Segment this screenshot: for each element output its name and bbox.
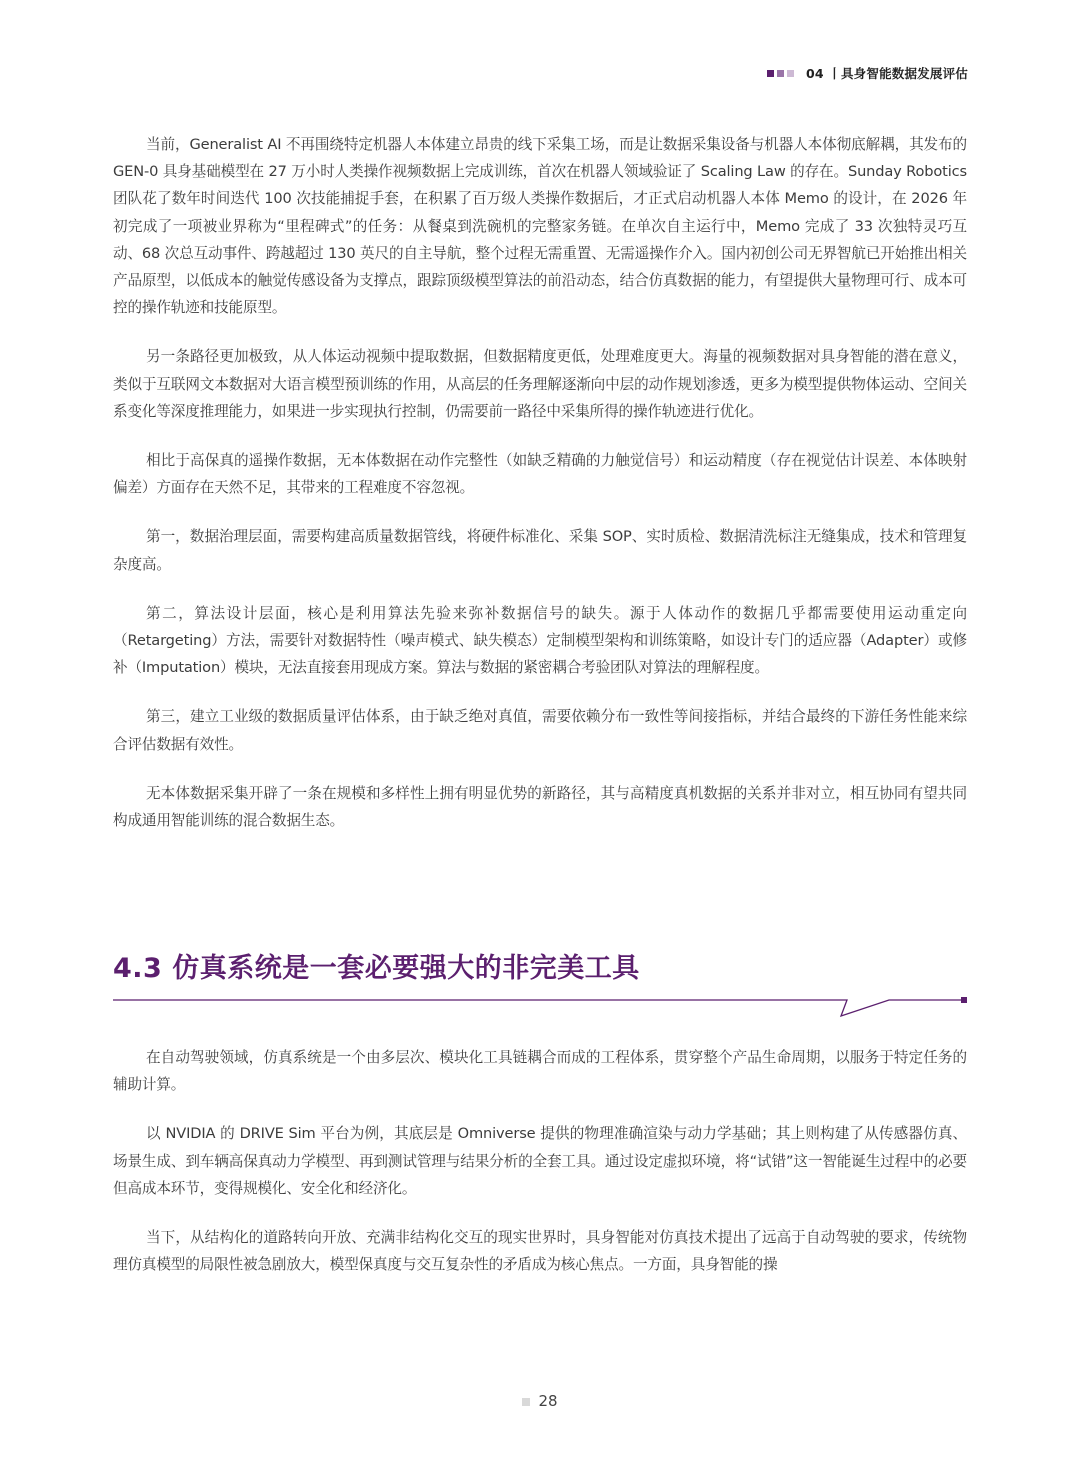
paragraph: 另一条路径更加极致，从人体运动视频中提取数据，但数据精度更低，处理难度更大。海量的视频数据对具身智能的潜在意义，类似于互联网文本数据对大语言模型预训练的作用，从高层的任务理解逐渐向中层的动作规划渗透，更多为模型提供物体运动、空间关系变化等深度推理能力，如果进一步实现执行控制，仍需要前一路径中采集所得的操作轨迹进行优化。 bbox=[113, 348, 967, 420]
chapter-title: 04 丨具身智能数据发展评估 bbox=[805, 66, 968, 81]
body-text-bottom bbox=[113, 1044, 967, 1278]
page-footer bbox=[0, 1392, 1080, 1410]
page-header bbox=[767, 64, 968, 82]
paragraph: 第三，建立工业级的数据质量评估体系，由于缺乏绝对真值，需要依赖分布一致性等间接指标，并结合最终的下游任务性能来综合评估数据有效性。 bbox=[113, 708, 967, 753]
paragraph: 无本体数据采集开辟了一条在规模和多样性上拥有明显优势的新路径，其与高精度真机数据的关系并非对立，相互协同有望共同构成通用智能训练的混合数据生态。 bbox=[113, 784, 967, 830]
paragraph: 当下，从结构化的道路转向开放、充满非结构化交互的现实世界时，具身智能对仿真技术提出了远高于自动驾驶的要求，传统物理仿真模型的局限性被急剧放大，模型保真度与交互复杂性的矛盾成为核心焦点。一方面，具身智能的操 bbox=[113, 1229, 967, 1274]
paragraph: 以 NVIDIA 的 DRIVE Sim 平台为例，其底层是 Omniverse 提供的物理准确渲染与动力学基础；其上则构建了从传感器仿真、场景生成、到车辆高保真动力学模型、再到测试管理与结果分析的全套工具。通过设定虚拟环境，将“试错”这一智能诞生过程中的必要但高成本环节，变得规模化、安全化和经济化。 bbox=[113, 1125, 967, 1197]
paragraph: 在自动驾驶领域，仿真系统是一个由多层次、模块化工具链耦合而成的工程体系，贯穿整个产品生命周期，以服务于特定任务的辅助计算。 bbox=[113, 1049, 967, 1094]
section-divider bbox=[113, 996, 971, 1020]
body-text-top bbox=[113, 131, 967, 834]
paragraph: 相比于高保真的遥操作数据，无本体数据在动作完整性（如缺乏精确的力触觉信号）和运动精度（存在视觉估计误差、本体映射偏差）方面存在天然不足，其带来的工程难度不容忽视。 bbox=[113, 452, 967, 497]
page-number: 28 bbox=[538, 1392, 558, 1410]
paragraph: 第一，数据治理层面，需要构建高质量数据管线，将硬件标准化、采集 SOP、实时质检、数据清洗标注无缝集成，技术和管理复杂度高。 bbox=[113, 528, 967, 573]
paragraph: 当前，Generalist AI 不再围绕特定机器人本体建立昂贵的线下采集工场，而是让数据采集设备与机器人本体彻底解耦，其发布的 GEN-0 具身基础模型在 27 万小时人类操作视频数据上完成训练，首次在机器人领域验证了 Scaling Law 的存在。Sunday Robotics 团队花了数年时间迭代 100 次技能捕捉手套，在积累了百万级人类操作数据后，才正式启动机器人本体 Memo 的设计，在 2026 年初完成了一项被业界称为“里程碑式”的任务：从餐桌到洗碗机的完整家务链。在单次自主运行中，Memo 完成了 33 次独特灵巧互动、68 次总互动事件、跨越超过 130 英尺的自主导航，整个过程无需重置、无需遥操作介入。国内初创公司无界智航已开始推出相关产品原型，以低成本的触觉传感设备为支撑点，跟踪顶级模型算法的前沿动态，结合仿真数据的能力，有望提供大量物理可行、成本可控的操作轨迹和技能原型。 bbox=[113, 136, 967, 317]
paragraph: 第二，算法设计层面，核心是利用算法先验来弥补数据信号的缺失。源于人体动作的数据几乎都需要使用运动重定向（Retargeting）方法，需要针对数据特性（噪声模式、缺失模态）定制模型架构和训练策略，如设计专门的适应器（Adapter）或修补（Imputation）模块，无法直接套用现成方案。算法与数据的紧密耦合考验团队对算法的理解程度。 bbox=[113, 604, 967, 677]
section-heading: 4.3 仿真系统是一套必要强大的非完美工具 bbox=[113, 953, 640, 984]
header-square-icon bbox=[787, 70, 794, 77]
page-marker-icon bbox=[522, 1398, 530, 1406]
header-square-icon bbox=[767, 70, 774, 77]
header-square-icon bbox=[777, 70, 784, 77]
